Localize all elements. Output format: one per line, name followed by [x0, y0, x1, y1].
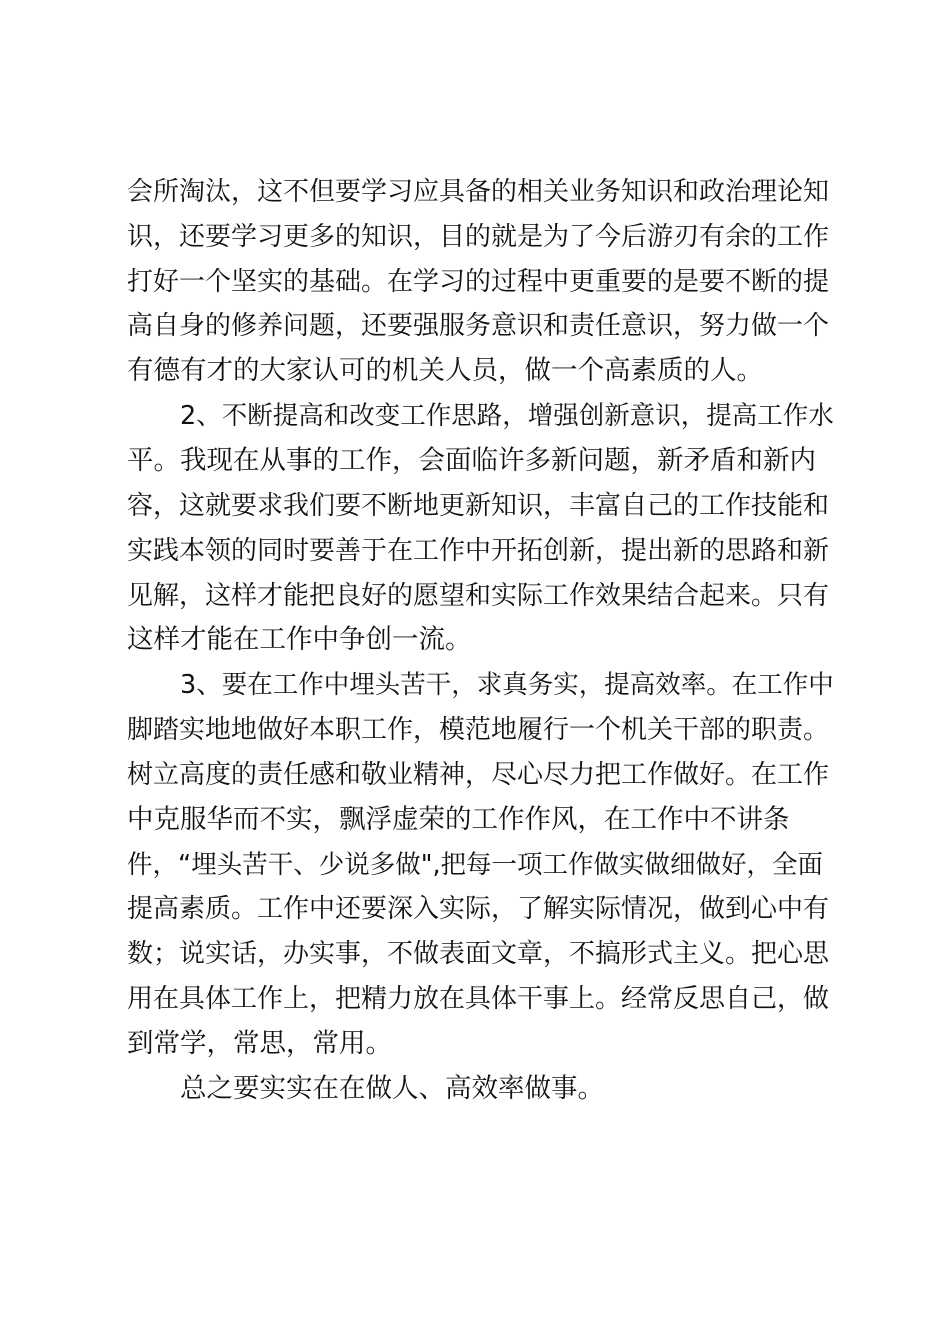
text-line: 到常学，常思，常用。: [127, 1028, 392, 1059]
text-line: 打好一个坚实的基础。在学习的过程中更重要的是要不断的提: [127, 267, 830, 297]
text-line: 高自身的修养问题，还要强服务意识和责任意识，努力做一个: [127, 311, 830, 341]
text-line: 提高素质。工作中还要深入实际，了解实际情况，做到心中有: [127, 894, 830, 924]
text-line: 实践本领的同时要善于在工作中开拓创新，提出新的思路和新: [127, 536, 830, 566]
text-line: 有德有才的大家认可的机关人员，做一个高素质的人。: [127, 355, 763, 386]
paragraph-3-first-line: 3、要在工作中埋头苦干，求真务实，提高效率。在工作中: [180, 670, 834, 700]
text-line: 数；说实话，办实事，不做表面文章，不搞形式主义。把心思: [127, 939, 830, 969]
text-line: 识，还要学习更多的知识，目的就是为了今后游刃有余的工作: [127, 222, 830, 252]
text-line: 见解，这样才能把良好的愿望和实际工作效果结合起来。只有: [127, 581, 830, 611]
paragraph-2-first-line: 2、不断提高和改变工作思路，增强创新意识，提高工作水: [180, 401, 834, 431]
text-line: 用在具体工作上，把精力放在具体干事上。经常反思自己，做: [127, 984, 830, 1014]
text-line: 脚踏实地地做好本职工作，模范地履行一个机关干部的职责。: [127, 715, 830, 745]
text-line: 中克服华而不实，飘浮虚荣的工作作风，在工作中不讲条: [127, 804, 790, 835]
conclusion-line: 总之要实实在在做人、高效率做事。: [180, 1073, 604, 1104]
text-line: 平。我现在从事的工作，会面临许多新问题，新矛盾和新内: [127, 445, 816, 476]
text-line: 会所淘汰，这不但要学习应具备的相关业务知识和政治理论知: [127, 177, 830, 207]
text-line: 容，这就要求我们要不断地更新知识，丰富自己的工作技能和: [127, 491, 830, 521]
text-line: 这样才能在工作中争创一流。: [127, 624, 472, 655]
text-line: 树立高度的责任感和敬业精神，尽心尽力把工作做好。在工作: [127, 760, 830, 790]
text-line: 件，“埋头苦干、少说多做",把每一项工作做实做细做好，全面: [127, 850, 824, 880]
